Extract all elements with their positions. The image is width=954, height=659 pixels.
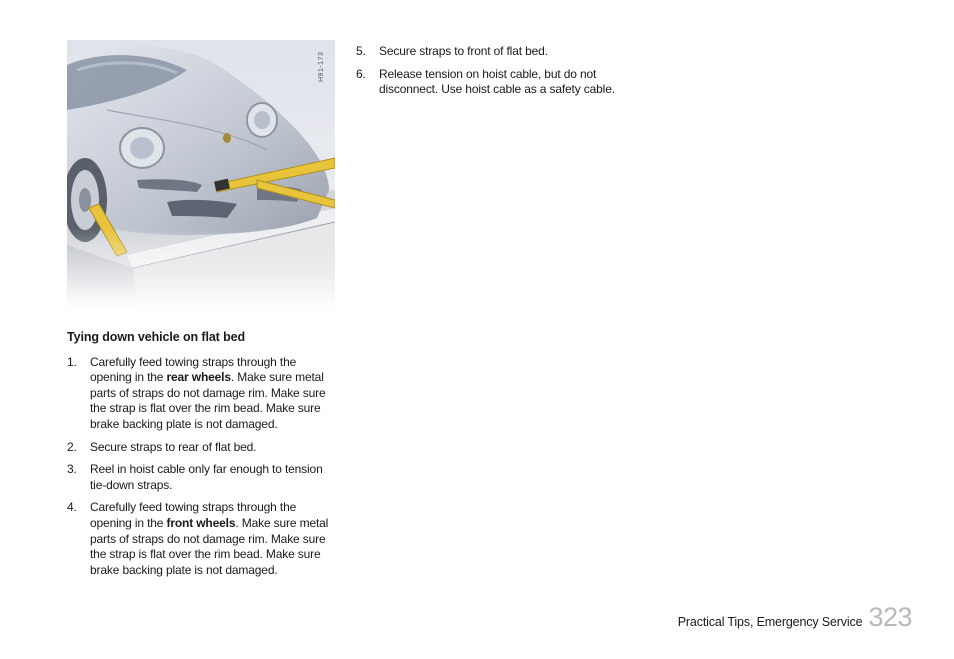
step-text: Carefully feed towing straps through the opening in the front wheels. Make sure metal parts of straps do not damage rim. Make sure the strap is flat over the rim bead. Make sure brake backing plate is not damaged. xyxy=(90,500,329,577)
step-number: 4. xyxy=(67,500,77,515)
step-emphasis: rear wheels xyxy=(166,370,231,385)
page-footer xyxy=(678,602,912,636)
left-column xyxy=(67,330,333,585)
step-text: Secure straps to rear of flat bed. xyxy=(90,439,257,454)
step-text: Reel in hoist cable only far enough to tension tie-down straps. xyxy=(90,462,323,492)
footer-section-title: Practical Tips, Emergency Service xyxy=(677,615,863,629)
figure-code: H91-173 xyxy=(318,51,325,82)
page-number: 323 xyxy=(868,602,912,632)
step-number: 2. xyxy=(67,439,77,454)
section-heading: Tying down vehicle on flat bed xyxy=(67,330,246,344)
step-number: 5. xyxy=(356,44,366,58)
step-text: Carefully feed towing straps through the opening in the rear wheels. Make sure metal parts of straps do not damage rim. Make sure the strap is flat over the rim bead. Make sure brake backing plate is not damaged. xyxy=(90,354,326,431)
list-item xyxy=(67,440,333,456)
list-item xyxy=(356,44,626,60)
step-text: Release tension on hoist cable, but do not disconnect. Use hoist cable as a safety cable. xyxy=(379,66,615,97)
list-item xyxy=(67,355,333,433)
step-number: 1. xyxy=(67,354,77,369)
list-item xyxy=(356,67,626,98)
steps-list-right xyxy=(356,44,626,98)
right-column xyxy=(356,44,626,105)
car-flatbed-illustration xyxy=(67,40,335,308)
list-item xyxy=(67,500,333,578)
step-number: 3. xyxy=(67,462,77,477)
list-item xyxy=(67,462,333,493)
steps-list-left xyxy=(67,355,333,579)
car-on-flatbed-icon xyxy=(67,40,335,308)
step-number: 6. xyxy=(356,66,366,81)
step-emphasis: front wheels xyxy=(166,515,236,530)
step-text: Secure straps to front of flat bed. xyxy=(379,44,548,58)
